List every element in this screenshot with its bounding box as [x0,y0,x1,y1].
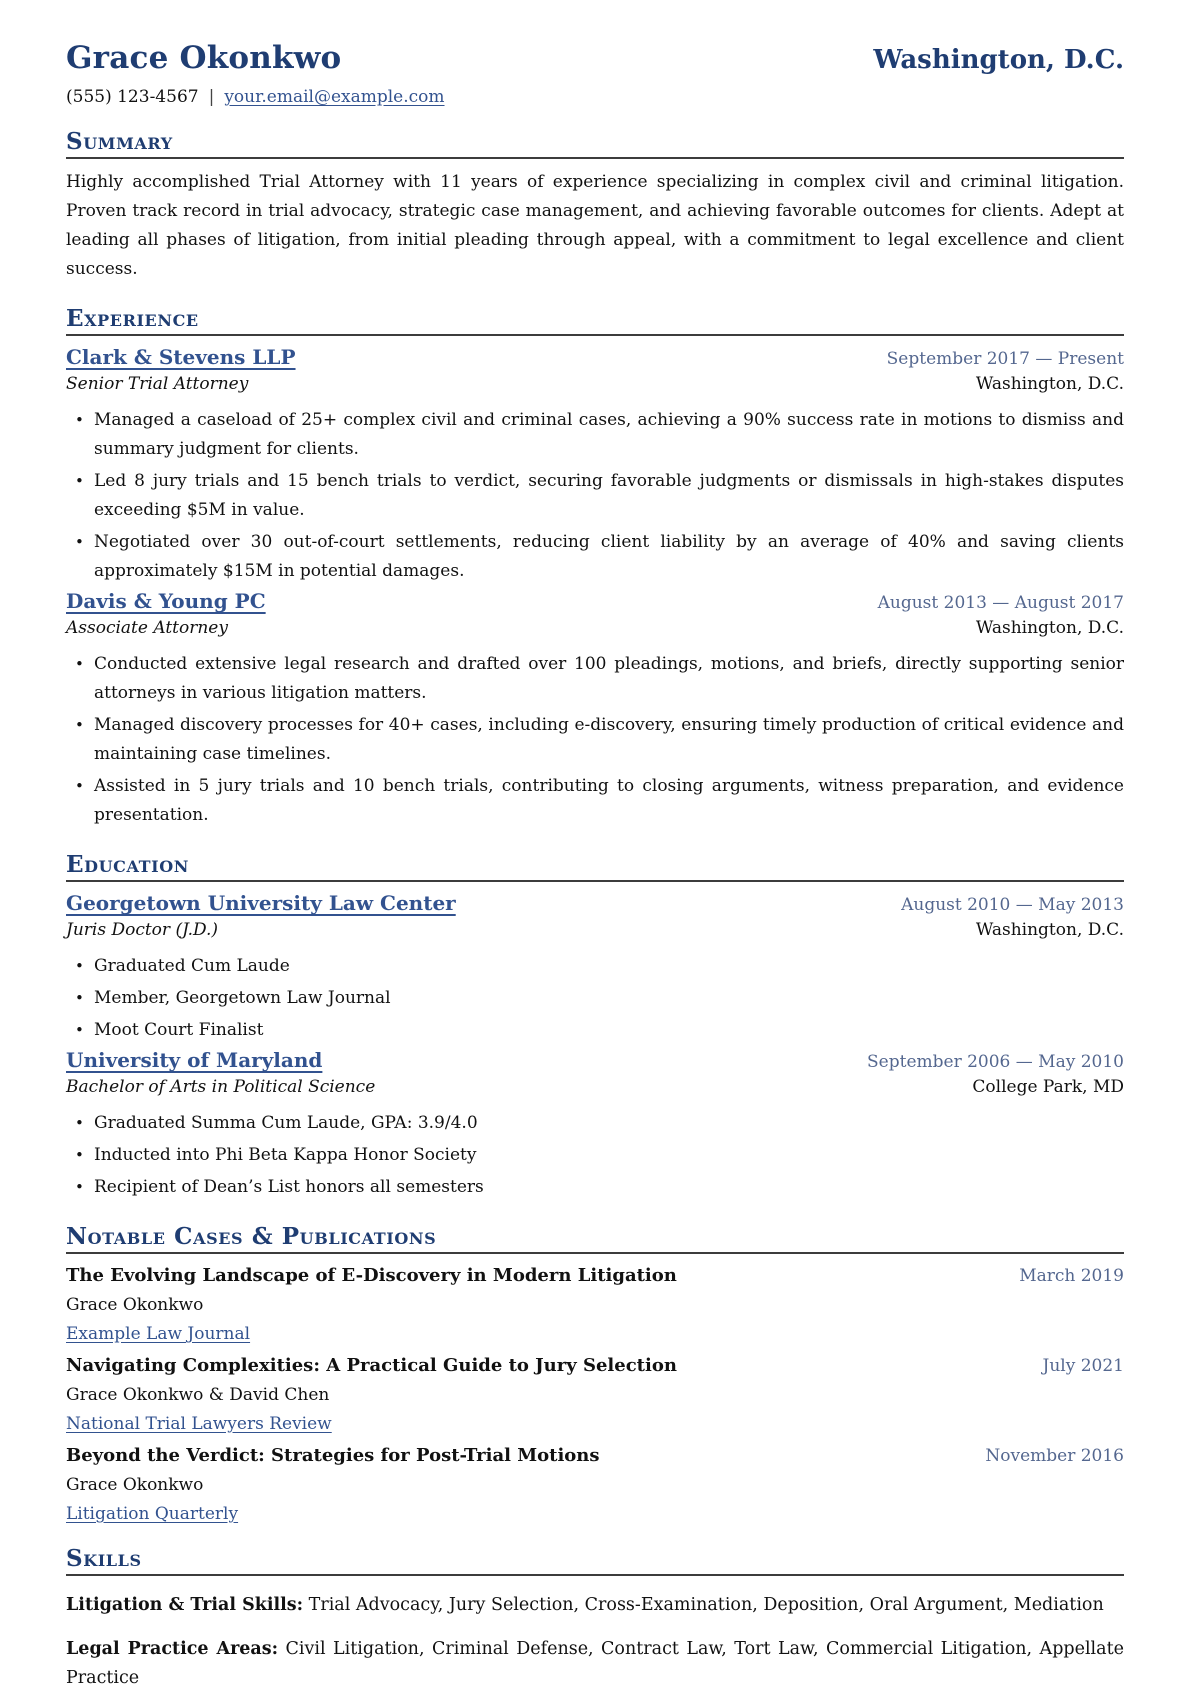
publications-heading: Notable Cases & Publications [66,1223,1124,1254]
header-location: Washington, D.C. [873,45,1124,75]
entry-subheader [66,920,1124,940]
section-skills [66,1545,1124,1693]
publication-header [66,1265,1124,1286]
publication-title: The Evolving Landscape of E-Discovery in Modern Litigation [66,1265,677,1286]
publication-date: July 2021 [1042,1356,1124,1376]
entry-subheader [66,1077,1124,1097]
section-summary [66,128,1124,284]
bullet-item: • Assisted in 5 jury trials and 10 bench trials, contributing to closing arguments, witness preparation, and evidence presentation. [94,772,1124,830]
summary-heading: Summary [66,128,1124,159]
bullet-item: • Managed discovery processes for 40+ cases, including e-discovery, ensuring timely production of critical evidence and maintaining case timelines. [94,711,1124,769]
entry-dates: September 2006 — May 2010 [867,1052,1124,1072]
entry-header [66,891,1124,915]
publication-entry [66,1265,1124,1344]
bullet-item: • Graduated Summa Cum Laude, GPA: 3.9/4.0 [94,1109,1124,1138]
entry-subheader [66,618,1124,638]
header [66,40,1124,76]
education-heading: Education [66,851,1124,882]
school-location: Washington, D.C. [975,920,1124,940]
company-link[interactable]: Clark & Stevens LLP [66,345,296,369]
bullet-item: • Member, Georgetown Law Journal [94,984,1124,1013]
bullet-item: • Conducted extensive legal research and drafted over 100 pleadings, motions, and briefs, directly supporting senior attorneys in various litigation matters. [94,650,1124,708]
bullet-list [66,952,1124,1045]
skill-group-text: Trial Advocacy, Jury Selection, Cross-Examination, Deposition, Oral Argument, Mediation [308,1595,1104,1615]
publication-journal [66,1414,1124,1434]
school-link[interactable]: University of Maryland [66,1048,323,1072]
publication-journal [66,1324,1124,1344]
section-publications [66,1223,1124,1524]
bullet-list [66,406,1124,586]
journal-link[interactable]: Litigation Quarterly [66,1504,239,1524]
publication-title: Beyond the Verdict: Strategies for Post-Trial Motions [66,1445,600,1466]
experience-heading: Experience [66,305,1124,336]
section-education [66,851,1124,1202]
job-title: Senior Trial Attorney [66,374,249,394]
publication-authors: Grace Okonkwo [66,1475,204,1495]
education-entry [66,1048,1124,1202]
contact-separator: | [208,87,215,107]
entry-header [66,345,1124,369]
job-location: Washington, D.C. [975,618,1124,638]
job-location: Washington, D.C. [975,374,1124,394]
skills-heading: Skills [66,1545,1124,1576]
bullet-item: • Recipient of Dean’s List honors all semesters [94,1173,1124,1202]
skill-group-label: Litigation & Trial Skills: [66,1595,304,1615]
journal-link[interactable]: National Trial Lawyers Review [66,1414,332,1434]
bullet-item: • Moot Court Finalist [94,1016,1124,1045]
experience-entry [66,589,1124,830]
publication-entry [66,1445,1124,1524]
person-name: Grace Okonkwo [66,40,342,76]
publication-authors: Grace Okonkwo & David Chen [66,1385,330,1405]
company-link[interactable]: Davis & Young PC [66,589,266,613]
skill-group [66,1591,1124,1620]
experience-entry [66,345,1124,586]
bullet-list [66,650,1124,830]
bullet-item: • Negotiated over 30 out-of-court settlements, reducing client liability by an average of 40% and saving clients approximately $15M in potential damages. [94,528,1124,586]
bullet-item: • Inducted into Phi Beta Kappa Honor Society [94,1141,1124,1170]
bullet-item: • Led 8 jury trials and 15 bench trials to verdict, securing favorable judgments or dismissals in high-stakes disputes exceeding $5M in value. [94,467,1124,525]
publication-entry [66,1355,1124,1434]
education-entry [66,891,1124,1045]
entry-header [66,1048,1124,1072]
publication-title: Navigating Complexities: A Practical Guide to Jury Selection [66,1355,677,1376]
degree-title: Bachelor of Arts in Political Science [66,1077,376,1097]
entry-dates: September 2017 — Present [886,349,1124,369]
skill-group [66,1635,1124,1693]
entry-dates: August 2013 — August 2017 [877,593,1124,613]
publication-header [66,1445,1124,1466]
email-link[interactable]: your.email@example.com [224,87,445,107]
section-experience [66,305,1124,830]
degree-title: Juris Doctor (J.D.) [66,920,219,940]
journal-link[interactable]: Example Law Journal [66,1324,251,1344]
publication-date: March 2019 [1019,1266,1124,1286]
bullet-item: • Graduated Cum Laude [94,952,1124,981]
entry-header [66,589,1124,613]
contact-row [66,87,1124,107]
entry-subheader [66,374,1124,394]
bullet-list [66,1109,1124,1202]
publication-authors: Grace Okonkwo [66,1295,204,1315]
phone-number: (555) 123-4567 [66,87,199,107]
school-link[interactable]: Georgetown University Law Center [66,891,456,915]
publication-journal [66,1504,1124,1524]
summary-text: Highly accomplished Trial Attorney with 11 years of experience specializing in complex civil and criminal litigation. Proven track record in trial advocacy, strategic case management, and achieving favorable outcomes for clients. Adept at leading all phases of litigation, from initial pleading through appeal, with a commitment to legal excellence and client success. [66,172,1124,279]
skill-group-text: Civil Litigation, Criminal Defense, Contract Law, Tort Law, Commercial Litigation, Appellate Practice [66,1639,1124,1688]
skill-group-label: Legal Practice Areas: [66,1639,279,1659]
entry-dates: August 2010 — May 2013 [901,895,1124,915]
publication-date: November 2016 [985,1446,1124,1466]
publication-header [66,1355,1124,1376]
bullet-item: • Managed a caseload of 25+ complex civil and criminal cases, achieving a 90% success rate in motions to dismiss and summary judgment for clients. [94,406,1124,464]
school-location: College Park, MD [972,1077,1124,1097]
job-title: Associate Attorney [66,618,228,638]
